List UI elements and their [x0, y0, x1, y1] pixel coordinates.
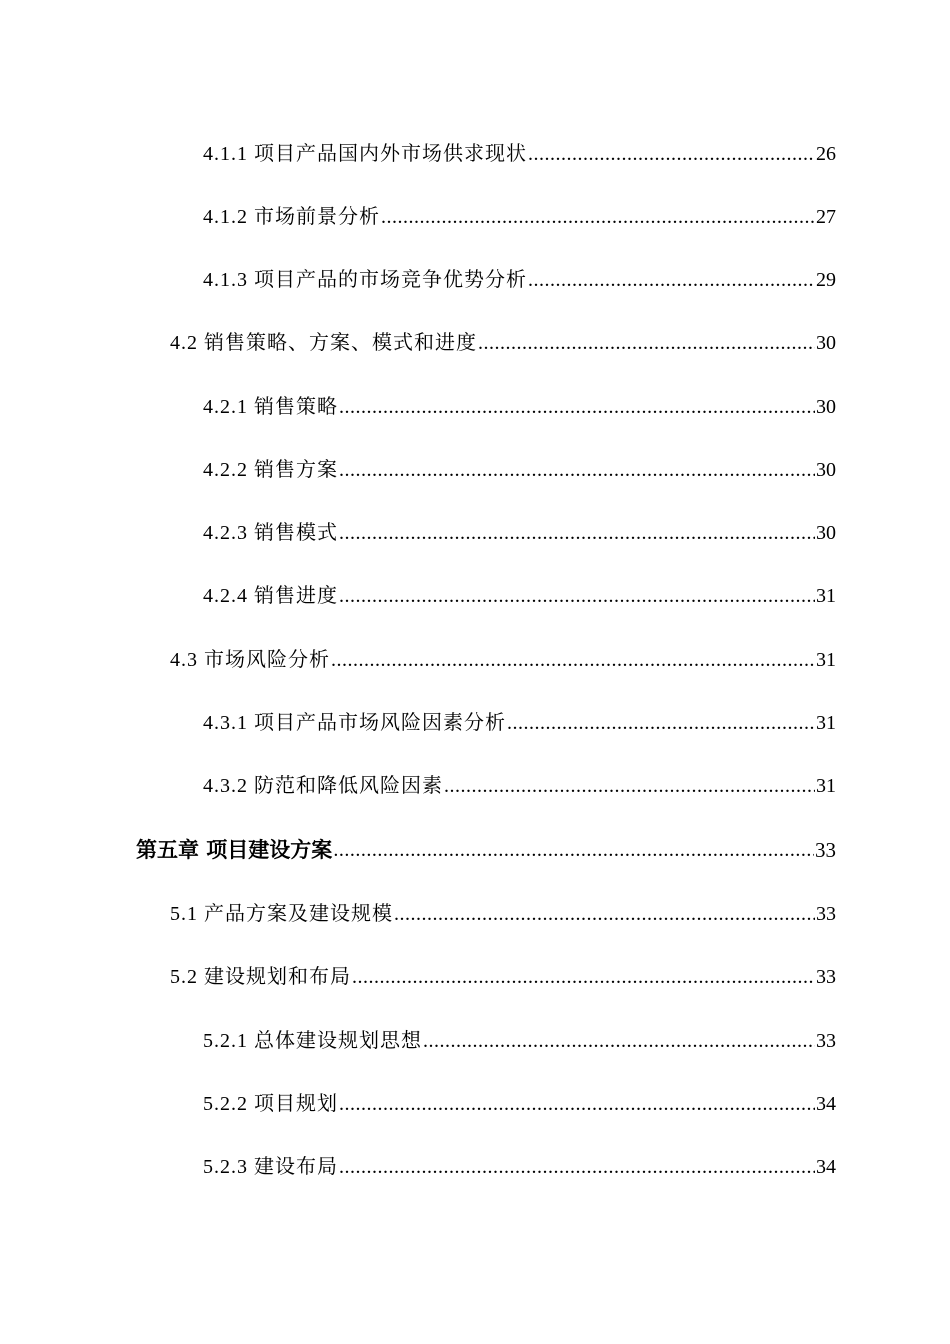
toc-entry-label: 4.3.2 防范和降低风险因素	[203, 775, 443, 797]
toc-dot-leader	[339, 1155, 815, 1179]
toc-dot-leader	[423, 1029, 815, 1053]
toc-dot-leader	[528, 268, 815, 292]
toc-page-number: 30	[816, 396, 836, 418]
toc-dot-leader	[339, 521, 815, 545]
toc-entry-label: 4.2.4 销售进度	[203, 585, 338, 607]
toc-page-number: 31	[816, 649, 836, 671]
toc-dot-leader	[352, 965, 815, 989]
toc-dot-leader	[478, 331, 815, 355]
toc-dot-leader	[333, 838, 814, 862]
toc-page-number: 33	[816, 966, 836, 988]
toc-page-number: 30	[816, 332, 836, 354]
toc-entry-5-2-1[interactable]	[203, 1023, 836, 1053]
toc-page-number: 31	[816, 585, 836, 607]
toc-entry-label: 5.1 产品方案及建设规模	[170, 903, 393, 925]
toc-entry-4-3-1[interactable]	[203, 705, 836, 735]
toc-page-number: 26	[816, 143, 836, 165]
toc-dot-leader	[528, 142, 815, 166]
toc-entry-4-2-1[interactable]	[203, 389, 836, 419]
toc-entry-4-2[interactable]	[170, 325, 836, 355]
toc-entry-4-1-3[interactable]	[203, 262, 836, 292]
toc-entry-label: 4.1.3 项目产品的市场竞争优势分析	[203, 269, 527, 291]
toc-page-number: 29	[816, 269, 836, 291]
toc-entry-label: 4.1.2 市场前景分析	[203, 206, 380, 228]
toc-page-number: 34	[816, 1156, 836, 1178]
toc-page-number: 31	[816, 775, 836, 797]
toc-entry-4-2-3[interactable]	[203, 515, 836, 545]
toc-page-number: 30	[816, 459, 836, 481]
toc-page-number: 34	[816, 1093, 836, 1115]
toc-page-number: 27	[816, 206, 836, 228]
toc-entry-5-2-3[interactable]	[203, 1149, 836, 1179]
toc-entry-4-1-2[interactable]	[203, 199, 836, 229]
toc-dot-leader	[339, 395, 815, 419]
toc-page-number: 33	[816, 903, 836, 925]
toc-dot-leader	[339, 584, 815, 608]
toc-dot-leader	[381, 205, 815, 229]
toc-entry-4-3-2[interactable]	[203, 768, 836, 798]
toc-chapter-label: 第五章 项目建设方案	[136, 838, 333, 862]
toc-dot-leader	[444, 774, 815, 798]
toc-dot-leader	[394, 902, 815, 926]
toc-page-number: 33	[816, 1030, 836, 1052]
toc-page-number: 31	[816, 712, 836, 734]
toc-entry-label: 4.1.1 项目产品国内外市场供求现状	[203, 143, 527, 165]
toc-entry-label: 5.2.1 总体建设规划思想	[203, 1030, 422, 1052]
toc-entry-label: 4.3 市场风险分析	[170, 649, 330, 671]
toc-entry-5-2-2[interactable]	[203, 1086, 836, 1116]
toc-entry-4-2-4[interactable]	[203, 578, 836, 608]
toc-entry-label: 4.2 销售策略、方案、模式和进度	[170, 332, 477, 354]
toc-entry-label: 5.2 建设规划和布局	[170, 966, 351, 988]
toc-entry-label: 5.2.2 项目规划	[203, 1093, 338, 1115]
toc-dot-leader	[339, 458, 815, 482]
toc-entry-4-3[interactable]	[170, 642, 836, 672]
toc-entry-label: 4.2.2 销售方案	[203, 459, 338, 481]
toc-dot-leader	[339, 1092, 815, 1116]
toc-entry-5-1[interactable]	[170, 896, 836, 926]
toc-entry-5-2[interactable]	[170, 959, 836, 989]
toc-dot-leader	[507, 711, 815, 735]
toc-entry-4-1-1[interactable]	[203, 136, 836, 166]
toc-entry-label: 4.2.3 销售模式	[203, 522, 338, 544]
toc-entry-label: 4.2.1 销售策略	[203, 396, 338, 418]
toc-page-number: 30	[816, 522, 836, 544]
toc-entry-label: 4.3.1 项目产品市场风险因素分析	[203, 712, 506, 734]
toc-page-number: 33	[815, 838, 836, 862]
toc-entry-label: 5.2.3 建设布局	[203, 1156, 338, 1178]
toc-entry-chapter-5[interactable]	[136, 832, 836, 862]
toc-entry-4-2-2[interactable]	[203, 452, 836, 482]
toc-dot-leader	[331, 648, 815, 672]
